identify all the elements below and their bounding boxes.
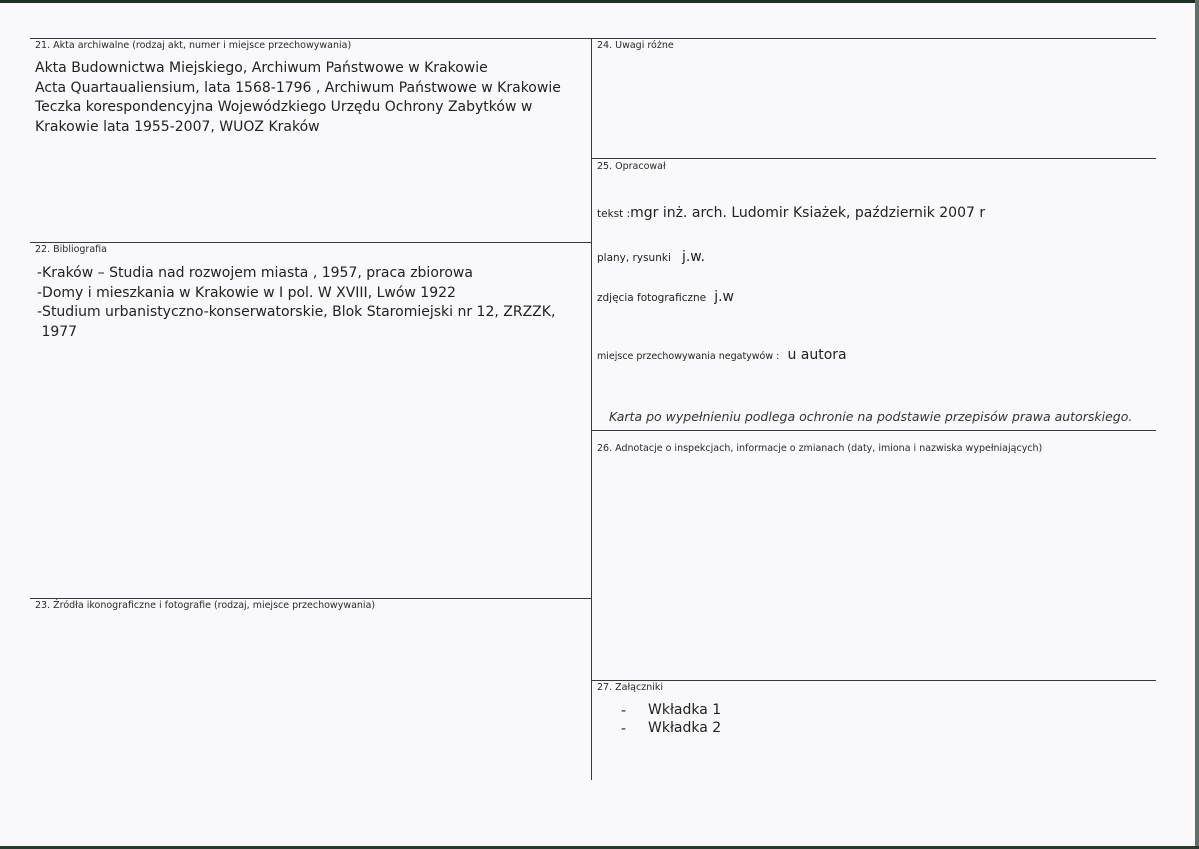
attachment-item: Wkładka 2 <box>648 720 722 736</box>
section-21-line: Teczka korespondencyjna Wojewódzkiego Urzędu Ochrony Zabytków w <box>35 99 533 115</box>
section-22-label: 22. Bibliografia <box>35 244 107 255</box>
plany-value: j.w. <box>681 249 705 265</box>
section-26-label: 26. Adnotacje o inspekcjach, informacje o zmianach (daty, imiona i nazwiska wypełniających) <box>597 443 1043 454</box>
negatywy-row <box>597 344 847 363</box>
bibliography-entry: -Kraków – Studia nad rozwojem miasta , 1957, praca zbiorowa <box>37 265 473 281</box>
tekst-value: mgr inż. arch. Ludomir Ksiażek, październik 2007 r <box>630 205 986 221</box>
rule-left-23 <box>30 598 591 599</box>
rule-left-22 <box>30 242 591 243</box>
section-25-label: 25. Opracował <box>597 161 666 172</box>
rule-top <box>30 38 1156 39</box>
negatywy-label: miejsce przechowywania negatywów : <box>597 351 780 362</box>
bibliography-entry: -Domy i mieszkania w Krakowie w I pol. W XVIII, Lwów 1922 <box>37 284 456 301</box>
section-21-label: 21. Akta archiwalne (rodzaj akt, numer i miejsce przechowywania) <box>35 40 352 51</box>
zdjecia-row <box>597 286 734 305</box>
copyright-note: Karta po wypełnieniu podlega ochronie na podstawie przepisów prawa autorskiego. <box>609 409 1133 424</box>
scan-edge-top <box>0 0 1199 3</box>
zdjecia-value: j.w <box>714 289 734 305</box>
section-23-label: 23. Źródła ikonograficzne i fotografie (rodzaj, miejsce przechowywania) <box>35 600 376 611</box>
tekst-label: tekst : <box>597 208 631 220</box>
bibliography-entry: 1977 <box>37 323 78 340</box>
plany-label: plany, rysunki <box>597 252 671 264</box>
attachment-item: Wkładka 1 <box>648 702 722 718</box>
attachment-bullet: - <box>621 703 627 719</box>
attachment-bullet: - <box>621 721 627 737</box>
section-27-label: 27. Załączniki <box>597 682 663 693</box>
rule-center-divider <box>591 38 592 780</box>
section-21-content <box>35 59 580 137</box>
bibliography-entry: -Studium urbanistyczno-konserwatorskie, Blok Staromiejski nr 12, ZRZZK, <box>37 304 556 320</box>
plany-row <box>597 246 705 265</box>
rule-right-27 <box>591 680 1156 681</box>
section-24-label: 24. Uwagi różne <box>597 40 674 51</box>
negatywy-value: u autora <box>787 347 847 363</box>
rule-right-26 <box>591 430 1156 431</box>
scan-edge-right <box>1195 0 1199 849</box>
rule-right-25 <box>591 158 1156 159</box>
section-21-line: Krakowie lata 1955-2007, WUOZ Kraków <box>35 118 320 135</box>
section-21-line: Akta Budownictwa Miejskiego, Archiwum Państwowe w Krakowie <box>35 60 488 76</box>
tekst-row <box>597 202 985 221</box>
section-21-line: Acta Quartaualiensium, lata 1568-1796 , Archiwum Państwowe w Krakowie <box>35 79 561 96</box>
zdjecia-label: zdjęcia fotograficzne <box>597 292 707 304</box>
section-22-content <box>37 264 582 342</box>
